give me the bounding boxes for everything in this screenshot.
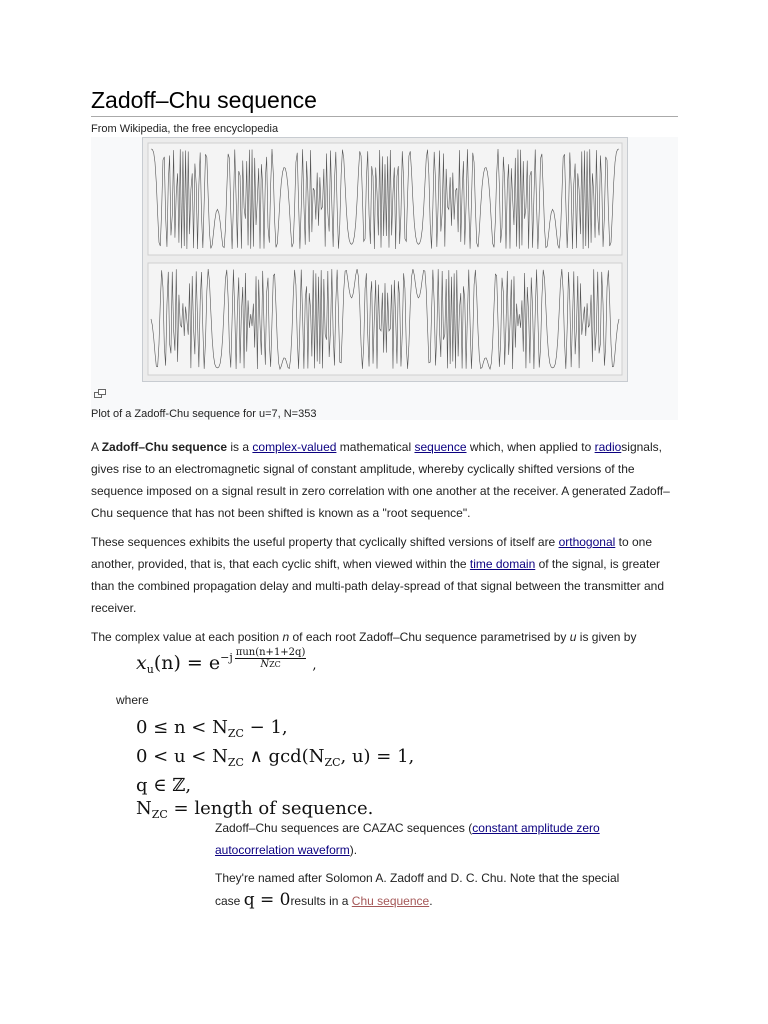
magnify-clip-icon[interactable]	[94, 389, 106, 398]
text-span: is a	[227, 440, 253, 454]
formula-main	[136, 646, 317, 678]
text-span: signals, gives rise to an electromagnetic signal of constant amplitude, whereby cyclically shifted versions of the sequence imposed on a signal result in zero correlation with one another at the receiver. A generated Zadoff–Chu sequence that has not been shifted is known as a "root sequence".	[91, 440, 670, 520]
c1-sub: ZC	[227, 727, 244, 740]
text-span: is given by	[576, 630, 637, 644]
text-span: of the signal, is greater than the combined propagation delay and multi-path delay-spread of that signal between the transmitter and receiver.	[91, 557, 665, 615]
text-span: The complex value at each position	[91, 630, 283, 644]
link-orthogonal[interactable]: orthogonal	[558, 535, 616, 549]
paragraph-orthogonal	[91, 531, 678, 619]
c4-sub: ZC	[151, 808, 168, 821]
c2-tail: , u) = 1,	[340, 746, 415, 767]
paragraph-cazac	[215, 817, 625, 861]
c2-mid: ∧ gcd(N	[243, 746, 325, 767]
link-sequence[interactable]: sequence	[414, 440, 467, 454]
text-span: mathematical	[336, 440, 415, 454]
bold-term: Zadoff–Chu sequence	[101, 440, 228, 454]
plot-panel-real	[148, 143, 622, 255]
math-q-zero: q = 0	[243, 890, 291, 910]
text-span: which, when applied to	[466, 440, 595, 454]
text-span: They're named after Solomon A. Zadoff and D. C. Chu. Note that the special case	[215, 871, 620, 908]
paragraph-intro	[91, 436, 678, 524]
text-span: of each root Zadoff–Chu sequence parametrised by	[289, 630, 570, 644]
text-span: results in a	[290, 894, 352, 908]
condition-n-range	[136, 716, 414, 745]
c4-main: N	[136, 798, 152, 819]
link-chu-sequence[interactable]: Chu sequence	[351, 894, 430, 908]
condition-q-integer	[136, 774, 414, 797]
c1-tail: − 1,	[243, 717, 288, 738]
c4-tail: = length of sequence.	[167, 798, 374, 819]
exp-denominator	[235, 659, 307, 670]
where-label: where	[116, 693, 149, 707]
exp-fraction	[235, 647, 307, 670]
exp-den-n: N	[260, 658, 270, 670]
text-span: ).	[349, 843, 358, 857]
c2-sub2: ZC	[324, 756, 341, 769]
c2-sub: ZC	[227, 756, 244, 769]
math-exponent	[220, 646, 306, 670]
figure-caption: Plot of a Zadoff-Chu sequence for u=7, N=353	[91, 408, 317, 420]
link-time-domain[interactable]: time domain	[469, 557, 536, 571]
conditions-block	[136, 716, 414, 826]
c2-main: 0 < u < N	[136, 746, 228, 767]
condition-u-range	[136, 745, 414, 774]
exp-den-sub: ZC	[269, 659, 281, 669]
exp-numerator: πun(n+1+2q)	[235, 646, 306, 658]
formula-comma: ,	[312, 658, 317, 673]
link-complex-valued[interactable]: complex-valued	[252, 440, 337, 454]
var-n: n	[282, 630, 290, 644]
var-u: u	[569, 630, 577, 644]
paragraph-naming	[215, 867, 645, 912]
site-tagline: From Wikipedia, the free encyclopedia	[91, 123, 279, 135]
zadoff-chu-plot	[143, 138, 627, 381]
exp-prefix: −j	[220, 651, 233, 664]
text-span: .	[429, 894, 433, 908]
c3-main: q ∈ ℤ,	[136, 775, 192, 796]
plot-panel-imag	[148, 263, 622, 375]
text-span: Zadoff–Chu sequences are CAZAC sequences (	[215, 821, 473, 835]
text-span: to one another, provided, that is, that each cyclic shift, when viewed within the	[91, 535, 652, 571]
c1-main: 0 ≤ n < N	[136, 717, 228, 738]
plot-image[interactable]	[142, 137, 628, 382]
math-x: x	[136, 652, 147, 674]
figure-thumbnail	[91, 137, 678, 420]
text-span: A	[91, 440, 102, 454]
math-sub-u: u	[146, 663, 154, 676]
page-title: Zadoff–Chu sequence	[91, 86, 678, 117]
math-lhs-arg: (n) = e	[153, 652, 221, 674]
link-cazac-waveform[interactable]: constant amplitude zero autocorrelation waveform	[215, 821, 600, 857]
paragraph-definition	[91, 626, 678, 648]
text-span: These sequences exhibits the useful property that cyclically shifted versions of itself are	[91, 535, 559, 549]
link-radio[interactable]: radio	[594, 440, 622, 454]
